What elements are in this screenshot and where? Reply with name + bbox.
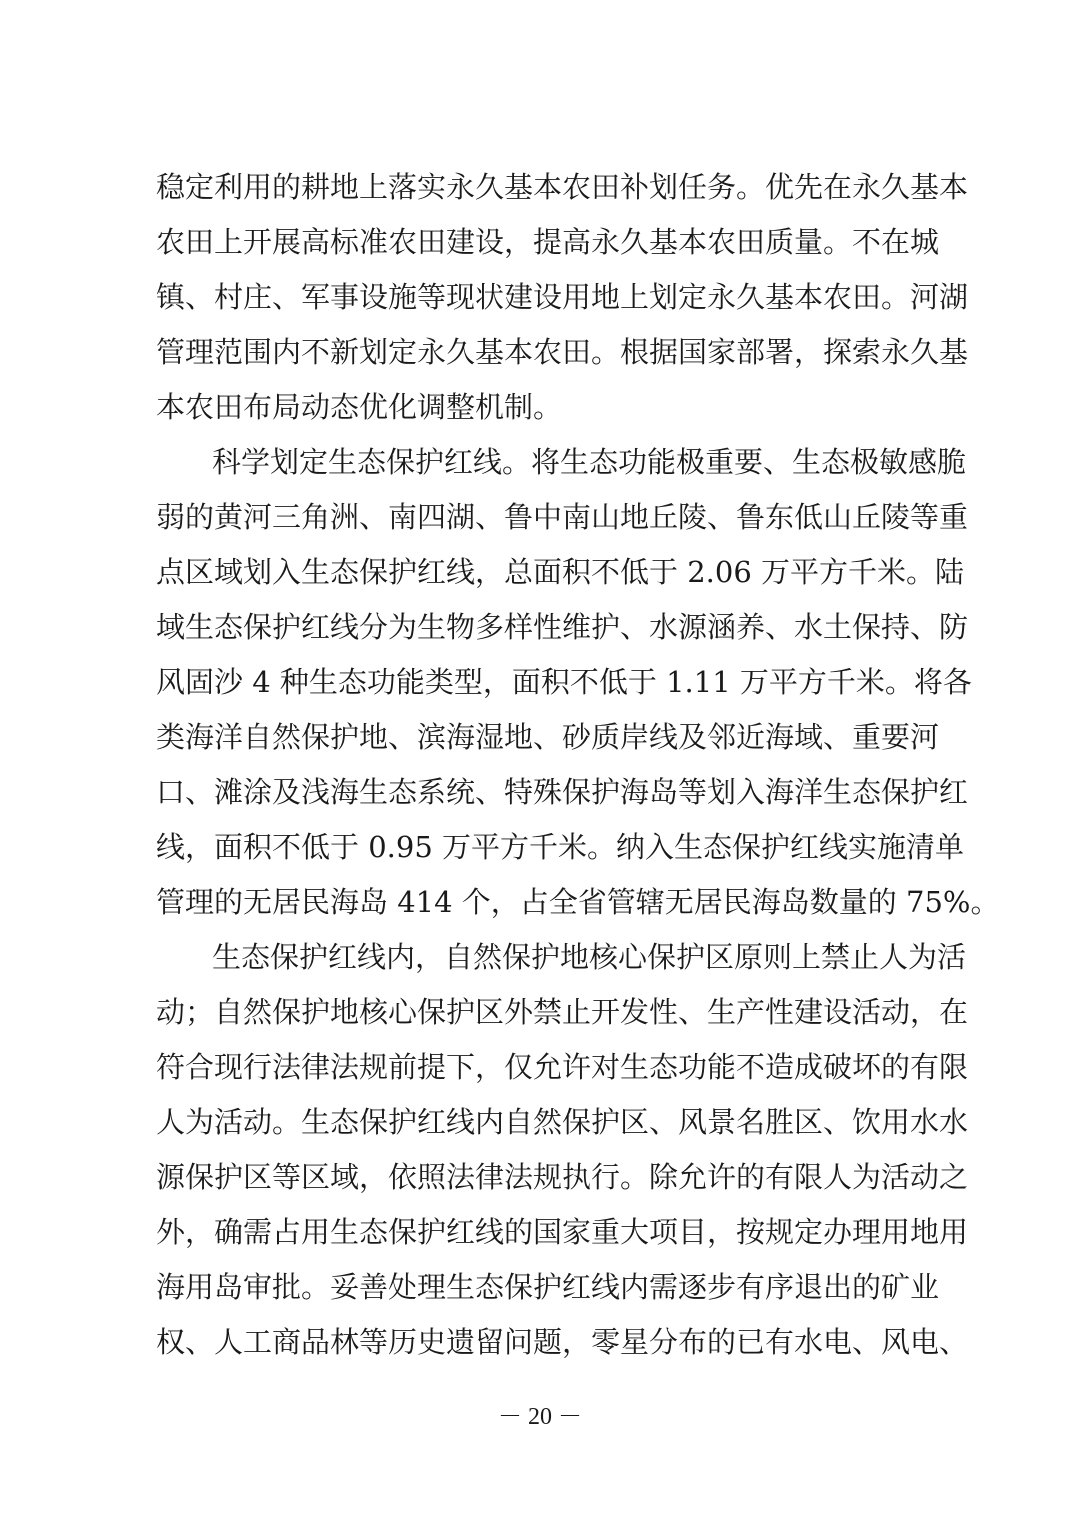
text-line: 符合现行法律法规前提下，仅允许对生态功能不造成破坏的有限 (156, 1050, 969, 1084)
page-number: － 20 － (498, 1404, 582, 1430)
paragraph-2 (156, 435, 1000, 930)
text-line: 源保护区等区域，依照法律法规执行。除允许的有限人为活动之 (156, 1160, 969, 1194)
text-line: 镇、村庄、军事设施等现状建设用地上划定永久基本农田。河湖 (156, 280, 969, 314)
text-line: 生态保护红线内，自然保护地核心保护区原则上禁止人为活 (212, 940, 967, 974)
text-line: 口、滩涂及浅海生态系统、特殊保护海岛等划入海洋生态保护红 (156, 775, 969, 809)
text-line: 风固沙 4 种生态功能类型，面积不低于 1.11 万平方千米。将各 (156, 665, 972, 699)
text-line: 管理的无居民海岛 414 个，占全省管辖无居民海岛数量的 75%。 (156, 885, 1000, 919)
text-line: 管理范围内不新划定永久基本农田。根据国家部署，探索永久基 (156, 335, 969, 369)
text-line: 动；自然保护地核心保护区外禁止开发性、生产性建设活动，在 (156, 995, 969, 1029)
text-line: 线，面积不低于 0.95 万平方千米。纳入生态保护红线实施清单 (156, 830, 965, 864)
paragraph-1 (156, 160, 969, 435)
paragraph-3 (156, 930, 969, 1370)
text-line: 农田上开展高标准农田建设，提高永久基本农田质量。不在城 (156, 225, 940, 259)
text-line: 海用岛审批。妥善处理生态保护红线内需逐步有序退出的矿业 (156, 1270, 940, 1304)
text-line: 外，确需占用生态保护红线的国家重大项目，按规定办理用地用 (156, 1215, 969, 1249)
text-line: 点区域划入生态保护红线，总面积不低于 2.06 万平方千米。陆 (156, 555, 965, 589)
text-line: 类海洋自然保护地、滨海湿地、砂质岸线及邻近海域、重要河 (156, 720, 940, 754)
text-line: 本农田布局动态优化调整机制。 (156, 390, 563, 424)
body-text (156, 160, 1000, 1370)
paragraph-heading: 科学划定生态保护红线。 (212, 445, 532, 479)
text-line: 域生态保护红线分为生物多样性维护、水源涵养、水土保持、防 (156, 610, 969, 644)
text-line: 稳定利用的耕地上落实永久基本农田补划任务。优先在永久基本 (156, 170, 969, 204)
text-run: 将生态功能极重要、生态极敏感脆 (531, 445, 967, 479)
text-line: 人为活动。生态保护红线内自然保护区、风景名胜区、饮用水水 (156, 1105, 969, 1139)
text-line (156, 435, 967, 490)
text-line: 权、人工商品林等历史遗留问题，零星分布的已有水电、风电、 (156, 1325, 969, 1359)
text-line: 弱的黄河三角洲、南四湖、鲁中南山地丘陵、鲁东低山丘陵等重 (156, 500, 969, 534)
